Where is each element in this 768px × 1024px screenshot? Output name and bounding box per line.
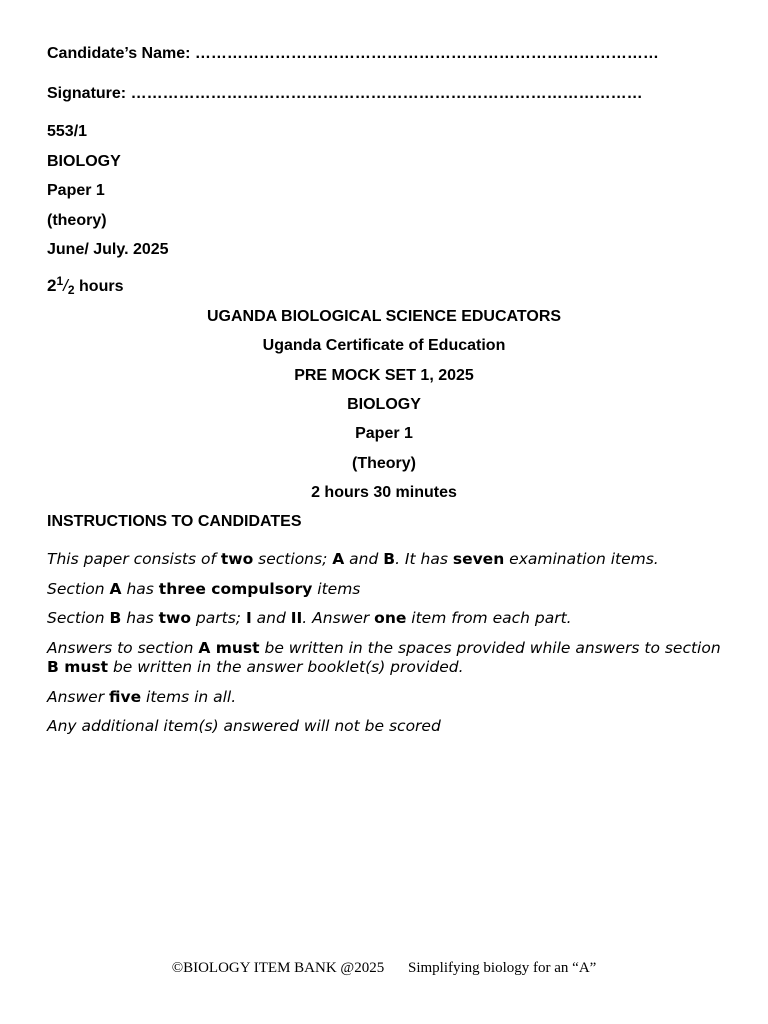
instructions-heading: INSTRUCTIONS TO CANDIDATES <box>47 513 302 530</box>
signature-dots: …………………………………………………………………………………… <box>130 85 643 102</box>
instruction-4: Answers to section A must be written in the spaces provided while answers to section B must be written in the answer booklet(s) provided. <box>47 639 721 676</box>
signature-line <box>47 84 643 104</box>
candidate-name-line <box>47 44 659 64</box>
paper-subject: BIOLOGY <box>47 153 121 170</box>
exam-time: 2 hours 30 minutes <box>311 484 457 501</box>
candidate-name-label: Candidate’s Name: <box>47 45 191 62</box>
instruction-1: This paper consists of two sections; A and B. It has seven examination items. <box>47 550 659 568</box>
exam-type: (Theory) <box>352 455 416 472</box>
paper-type: (theory) <box>47 212 107 229</box>
exam-paper: Paper 1 <box>355 425 413 442</box>
duration-denominator: 2 <box>67 283 75 297</box>
instruction-6: Any additional item(s) answered will not be scored <box>47 717 441 735</box>
instruction-2: Section A has three compulsory items <box>47 580 361 598</box>
certificate-title: Uganda Certificate of Education <box>262 337 506 354</box>
duration-fraction <box>47 271 75 300</box>
footer-slogan: Simplifying biology for an “A” <box>408 960 597 976</box>
instruction-3: Section B has two parts; I and II. Answer one item from each part. <box>47 609 572 627</box>
candidate-name-dots: …………………………………………………………………………… <box>194 45 659 62</box>
duration-unit: hours <box>79 278 124 295</box>
exam-subject: BIOLOGY <box>347 396 421 413</box>
paper-duration <box>47 271 123 300</box>
duration-numerator: 1 <box>56 274 64 288</box>
instruction-5: Answer five items in all. <box>47 688 237 706</box>
duration-whole: 2 <box>47 276 57 295</box>
footer-copyright: ©BIOLOGY ITEM BANK @2025 <box>171 960 385 976</box>
organization-title: UGANDA BIOLOGICAL SCIENCE EDUCATORS <box>206 308 562 325</box>
paper-session: June/ July. 2025 <box>47 241 169 258</box>
paper-number: Paper 1 <box>47 182 105 199</box>
paper-code: 553/1 <box>47 123 88 140</box>
page-footer <box>0 960 768 977</box>
duration-slash: / <box>63 276 68 295</box>
exam-title: PRE MOCK SET 1, 2025 <box>294 367 474 384</box>
signature-label: Signature: <box>47 85 127 102</box>
